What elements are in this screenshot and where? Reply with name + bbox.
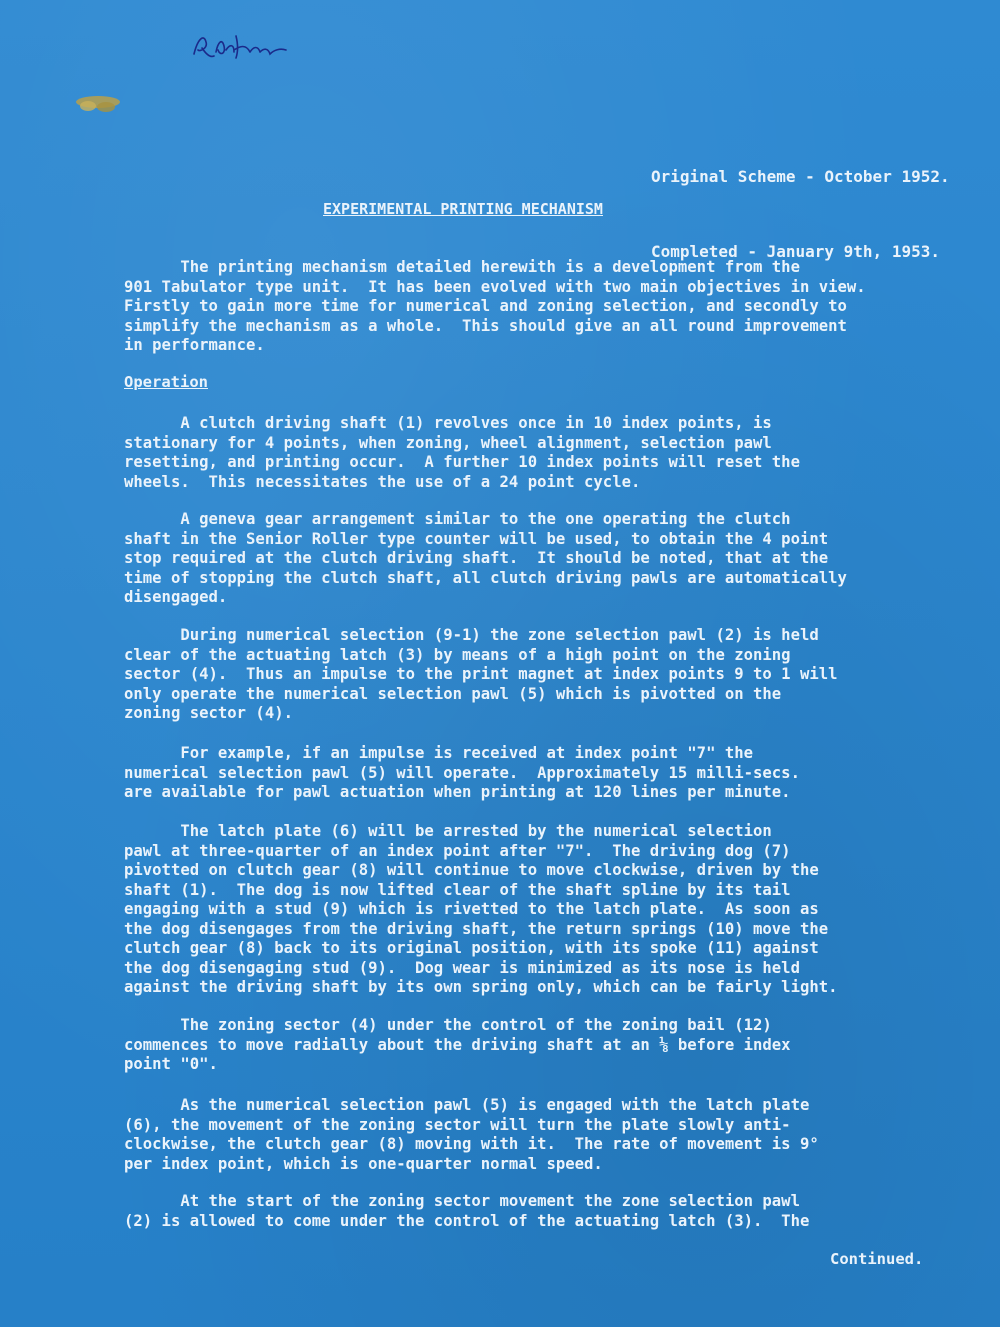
paragraph [124, 1192, 924, 1231]
paragraph [124, 414, 924, 492]
paragraph-line: The printing mechanism detailed herewith is a development from the [124, 258, 800, 276]
paragraph-line: clutch gear (8) back to its original position, with its spoke (11) against [124, 939, 819, 957]
paragraph-line: clockwise, the clutch gear (8) moving with it. The rate of movement is 9° [124, 1135, 819, 1153]
paragraph-line: resetting, and printing occur. A further 10 index points will reset the [124, 453, 800, 471]
paragraph-line: The zoning sector (4) under the control of the zoning bail (12) [124, 1016, 772, 1034]
paragraph-line: only operate the numerical selection pawl (5) which is pivotted on the [124, 684, 782, 703]
handwritten-signature [190, 28, 290, 64]
paragraph-line: stationary for 4 points, when zoning, wheel alignment, selection pawl [124, 433, 772, 452]
paragraph-line: For example, if an impulse is received at index point "7" the [124, 744, 754, 762]
paragraph-line: (6), the movement of the zoning sector will turn the plate slowly anti- [124, 1115, 791, 1134]
paragraph-line: per index point, which is one-quarter normal speed. [124, 1154, 603, 1173]
continued-label: Continued. [830, 1250, 924, 1268]
paragraph-line: zoning sector (4). [124, 704, 293, 722]
paragraph-line: the dog disengaging stud (9). Dog wear is minimized as its nose is held [124, 958, 800, 977]
original-scheme-date: Original Scheme - October 1952. [651, 167, 950, 186]
paragraph-line: numerical selection pawl (5) will operate. Approximately 15 milli-secs. [124, 763, 800, 782]
paragraph [124, 626, 924, 724]
section-heading: Operation [124, 373, 208, 391]
paragraph-line: pivotted on clutch gear (8) will continue to move clockwise, driven by the [124, 861, 819, 879]
paragraph-line: simplify the mechanism as a whole. This should give an all round improvement [124, 316, 847, 335]
paragraph-line: engaging with a stud (9) which is rivetted to the latch plate. As soon as [124, 900, 819, 918]
paragraph [124, 1016, 924, 1075]
paragraph-line: sector (4). Thus an impulse to the print magnet at index points 9 to 1 will [124, 665, 838, 683]
paragraph-line: commences to move radially about the driving shaft at an ⅛ before index [124, 1035, 791, 1054]
paragraph-line: Firstly to gain more time for numerical and zoning selection, and secondly to [124, 297, 847, 315]
document-title: EXPERIMENTAL PRINTING MECHANISM [323, 200, 603, 218]
paragraph-line: stop required at the clutch driving shaft. It should be noted, that at the [124, 549, 829, 567]
paragraph [124, 258, 924, 356]
paragraph-line: The latch plate (6) will be arrested by the numerical selection [124, 822, 772, 840]
paragraph [124, 510, 924, 608]
paragraph-line: During numerical selection (9-1) the zone selection pawl (2) is held [124, 626, 819, 644]
paragraph-line: (2) is allowed to come under the control of the actuating latch (3). The [124, 1211, 810, 1230]
paragraph-line: time of stopping the clutch shaft, all clutch driving pawls are automatically [124, 568, 847, 587]
paragraph [124, 1096, 924, 1174]
paragraph-line: in performance. [124, 336, 265, 354]
paragraph-line: A clutch driving shaft (1) revolves once in 10 index points, is [124, 414, 772, 432]
paragraph-line: wheels. This necessitates the use of a 24 point cycle. [124, 472, 641, 491]
paragraph-line: shaft in the Senior Roller type counter will be used, to obtain the 4 point [124, 529, 829, 548]
paragraph-line: disengaged. [124, 588, 228, 606]
paragraph-line: the dog disengages from the driving shaft, the return springs (10) move the [124, 919, 829, 938]
paragraph-line: pawl at three-quarter of an index point after "7". The driving dog (7) [124, 841, 791, 860]
paragraph [124, 744, 924, 803]
paragraph-line: At the start of the zoning sector movement the zone selection pawl [124, 1192, 800, 1210]
paragraph-line: A geneva gear arrangement similar to the one operating the clutch [124, 510, 791, 528]
completed-date: Completed - January 9th, 1953. [651, 242, 940, 261]
paragraph-line: clear of the actuating latch (3) by means of a high point on the zoning [124, 645, 791, 664]
paragraph-line: are available for pawl actuation when printing at 120 lines per minute. [124, 783, 791, 801]
paragraph [124, 822, 924, 998]
paragraph-line: shaft (1). The dog is now lifted clear of the shaft spline by its tail [124, 880, 791, 899]
staple-mark [74, 92, 122, 114]
paragraph-line: 901 Tabulator type unit. It has been evolved with two main objectives in view. [124, 277, 866, 296]
paragraph-line: As the numerical selection pawl (5) is engaged with the latch plate [124, 1096, 810, 1114]
paragraph-line: against the driving shaft by its own spring only, which can be fairly light. [124, 978, 838, 996]
paragraph-line: point "0". [124, 1055, 218, 1073]
